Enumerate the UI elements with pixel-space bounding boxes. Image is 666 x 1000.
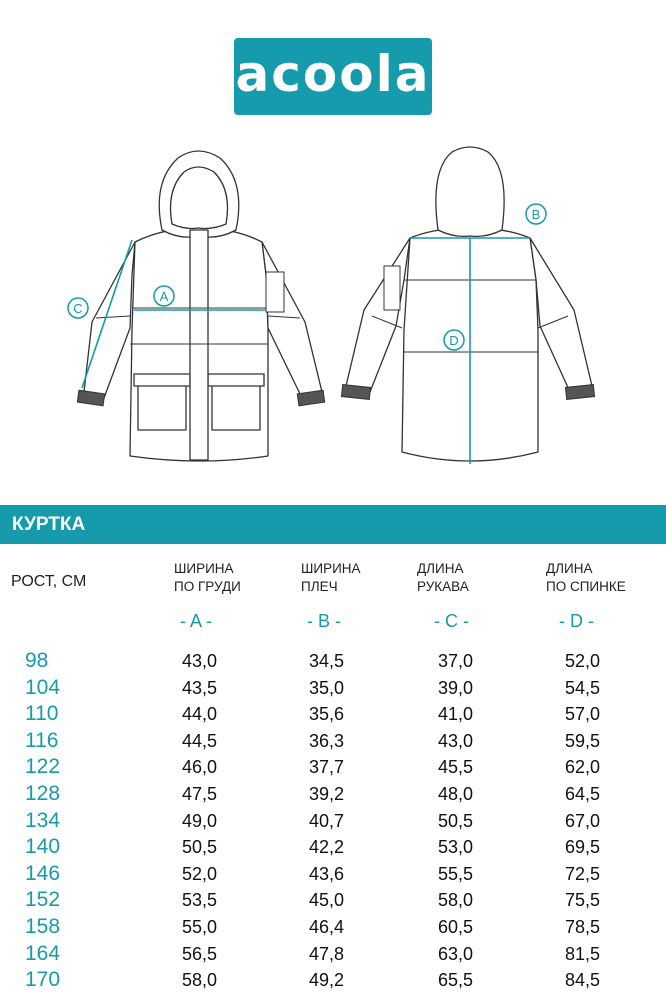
cell-b: 35,0 [309,677,345,698]
section-title: КУРТКА [12,514,86,535]
section-title-bar [0,505,666,544]
cell-c: 43,0 [438,730,474,751]
cell-a: 52,0 [182,863,218,884]
column-header-back-length: ДЛИНА ПО СПИНКЕ [546,561,626,594]
cell-a: 53,5 [182,890,218,911]
row-height-value: 146 [25,861,61,885]
cell-d: 67,0 [565,810,601,831]
back-sleeve-pocket [384,266,400,310]
table-row [0,914,666,940]
table-row [0,834,666,860]
row-height-value: 128 [25,782,61,805]
column-header-sleeve: ДЛИНА РУКАВА [417,561,469,594]
cell-c: 37,0 [438,651,474,671]
table-row [0,648,666,674]
badge-c-label: C [73,301,83,316]
column-code-b: - B - [307,611,341,631]
row-height-value: 110 [25,702,59,726]
cell-a: 47,5 [182,784,218,804]
badge-a-label: A [159,289,169,304]
cell-c: 63,0 [438,943,474,964]
cell-a: 46,0 [182,757,218,778]
table-row [0,887,666,913]
row-height-value: 152 [25,888,61,912]
table-row [0,861,666,887]
back-left-sleeve-outline [346,238,410,392]
cell-d: 78,5 [565,917,601,937]
cell-a: 56,5 [182,943,218,964]
table-row [0,967,666,993]
cell-b: 46,4 [309,917,345,937]
cell-c: 48,0 [438,784,474,804]
table-row [0,808,666,834]
cell-c: 45,5 [438,757,474,778]
cell-d: 52,0 [565,651,601,671]
table-row [0,675,666,701]
front-left-sleeve-outline [84,242,135,398]
cell-c: 39,0 [438,677,474,698]
cell-d: 75,5 [565,890,601,911]
cell-b: 42,2 [309,837,345,858]
cell-d: 64,5 [565,784,601,804]
front-placket [190,230,208,460]
front-right-sleeve-outline [262,242,322,398]
badge-d-label: D [449,333,459,348]
cell-a: 50,5 [182,837,218,858]
cell-b: 34,5 [309,651,345,671]
cell-a: 58,0 [182,970,218,991]
right-pocket-flap [208,374,264,386]
cell-d: 62,0 [565,757,601,778]
table-row [0,728,666,754]
table-row [0,701,666,727]
row-height-value: 158 [25,915,61,938]
cell-b: 45,0 [309,890,345,911]
column-header-chest: ШИРИНА ПО ГРУДИ [174,561,241,594]
cell-b: 49,2 [309,970,345,991]
table-row [0,941,666,967]
cell-b: 39,2 [309,784,345,804]
row-height-value: 134 [25,808,61,832]
cell-a: 49,0 [182,810,218,831]
row-height-value: 170 [25,968,61,992]
badge-b-label: B [531,207,541,222]
cell-a: 44,0 [182,704,218,725]
cell-d: 84,5 [565,970,601,991]
column-code-d: - D - [559,611,594,631]
cell-c: 58,0 [438,890,474,911]
back-right-cuff [565,385,594,400]
table-row [0,781,666,807]
cell-b: 37,7 [309,757,345,778]
row-height-value: 122 [25,755,61,779]
cell-d: 69,5 [565,837,601,858]
row-height-value: 116 [25,728,59,752]
cell-a: 44,5 [182,730,218,751]
cell-c: 65,5 [438,970,474,991]
column-header-shoulders: ШИРИНА ПЛЕЧ [301,561,361,594]
cell-d: 81,5 [565,943,601,964]
cell-c: 50,5 [438,810,474,831]
cell-a: 55,0 [182,917,218,937]
brand-logo-text: acoola [235,44,431,103]
back-hood-outline [436,147,504,236]
cell-b: 35,6 [309,704,345,725]
table-row [0,754,666,780]
column-code-c: - C - [434,611,469,631]
back-left-cuff [341,385,370,400]
height-column-header: РОСТ, СМ [11,573,87,590]
cell-a: 43,5 [182,677,218,698]
row-height-value: 104 [25,675,61,699]
cell-d: 57,0 [565,704,601,725]
cell-c: 55,5 [438,863,474,884]
row-height-value: 164 [25,941,61,965]
jacket-technical-drawing [0,130,666,480]
cell-b: 47,8 [309,943,345,964]
cell-c: 41,0 [438,704,474,725]
brand-logo [234,38,432,115]
cell-c: 53,0 [438,837,474,858]
cell-a: 43,0 [182,651,218,671]
cell-b: 36,3 [309,730,345,751]
row-height-value: 98 [25,649,49,672]
cell-b: 40,7 [309,810,345,831]
row-height-value: 140 [25,835,61,859]
sleeve-pocket [266,272,284,312]
left-pocket-flap [134,374,190,386]
cell-d: 54,5 [565,677,601,698]
cell-c: 60,5 [438,917,474,937]
cell-d: 72,5 [565,863,601,884]
cell-d: 59,5 [565,730,601,751]
column-code-a: - A - [180,611,213,631]
cell-b: 43,6 [309,863,345,884]
back-right-sleeve-outline [530,238,592,392]
